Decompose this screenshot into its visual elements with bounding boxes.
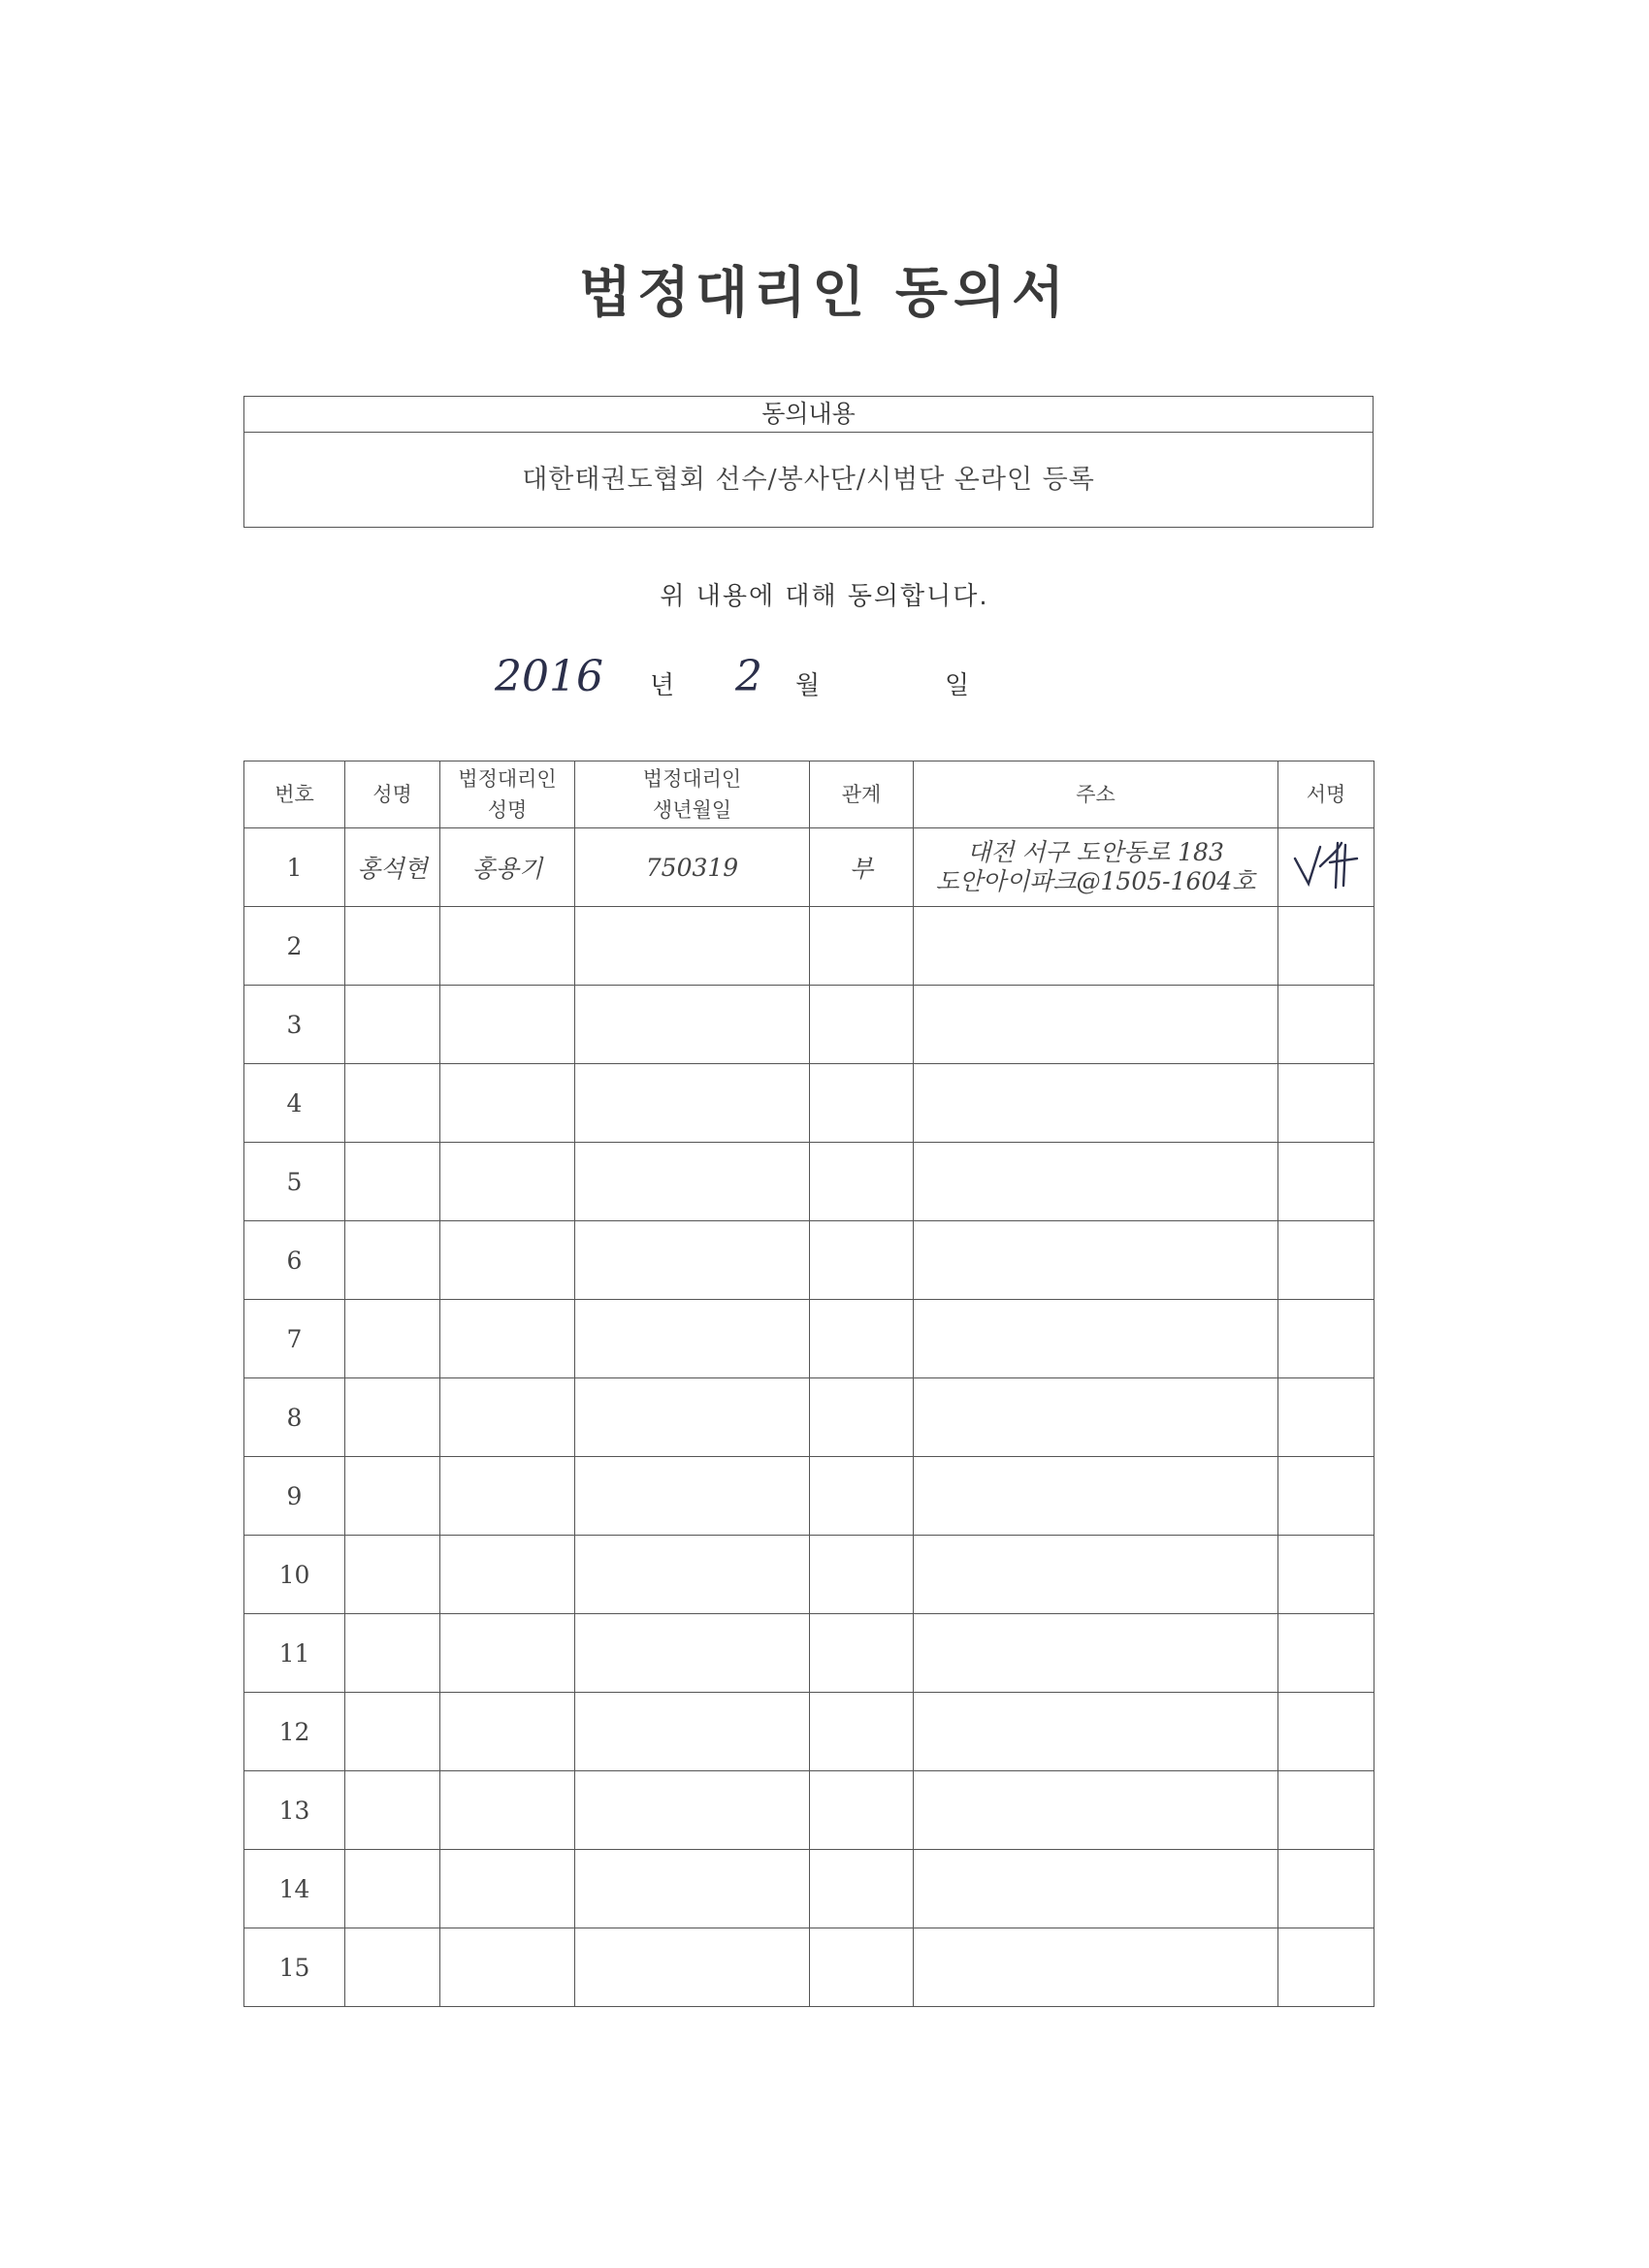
header-guardian-birth-line1: 법정대리인 — [642, 767, 742, 791]
row-guardian-birth[interactable] — [575, 1693, 810, 1771]
row-signature[interactable] — [1278, 986, 1374, 1064]
row-address[interactable] — [914, 907, 1278, 986]
table-row — [244, 986, 1374, 1064]
date-month-value[interactable]: 2 — [735, 652, 762, 701]
row-guardian-name[interactable] — [440, 1457, 575, 1536]
row-number: 15 — [244, 1928, 345, 2007]
row-signature[interactable] — [1278, 1536, 1374, 1614]
row-relation[interactable] — [810, 1928, 914, 2007]
header-number: 번호 — [244, 761, 345, 828]
header-address: 주소 — [914, 761, 1278, 828]
row-address-line2: 도안아이파크@1505-1604호 — [935, 867, 1256, 895]
row-signature[interactable] — [1278, 1064, 1374, 1143]
row-relation[interactable] — [810, 1850, 914, 1928]
row-name[interactable] — [345, 1614, 440, 1693]
table-row — [244, 1614, 1374, 1693]
row-signature[interactable] — [1278, 1221, 1374, 1300]
row-guardian-name[interactable] — [440, 1064, 575, 1143]
row-guardian-birth[interactable] — [575, 1928, 810, 2007]
row-signature[interactable] — [1278, 1378, 1374, 1457]
table-row — [244, 828, 1374, 907]
row-signature[interactable] — [1278, 828, 1374, 907]
table-row — [244, 1064, 1374, 1143]
row-guardian-name[interactable] — [440, 1693, 575, 1771]
date-row — [0, 652, 1649, 714]
header-relation: 관계 — [810, 761, 914, 828]
row-guardian-birth[interactable]: 750319 — [575, 828, 810, 907]
row-number: 14 — [244, 1850, 345, 1928]
row-number: 11 — [244, 1614, 345, 1693]
table-row — [244, 1928, 1374, 2007]
row-address[interactable] — [914, 1928, 1278, 2007]
row-number: 10 — [244, 1536, 345, 1614]
row-number: 7 — [244, 1300, 345, 1378]
agreement-box — [243, 396, 1374, 528]
row-name[interactable] — [345, 1693, 440, 1771]
row-guardian-birth[interactable] — [575, 1850, 810, 1928]
row-guardian-name[interactable] — [440, 986, 575, 1064]
row-address[interactable] — [914, 828, 1278, 907]
row-relation[interactable] — [810, 1614, 914, 1693]
row-relation[interactable] — [810, 1771, 914, 1850]
row-number: 5 — [244, 1143, 345, 1221]
table-row — [244, 1457, 1374, 1536]
row-relation[interactable] — [810, 1300, 914, 1378]
row-number: 6 — [244, 1221, 345, 1300]
row-guardian-birth[interactable] — [575, 907, 810, 986]
row-guardian-birth[interactable] — [575, 1378, 810, 1457]
row-guardian-name[interactable] — [440, 1378, 575, 1457]
row-name[interactable] — [345, 1850, 440, 1928]
document-title: 법정대리인 동의서 — [578, 262, 1071, 325]
row-guardian-name[interactable] — [440, 1850, 575, 1928]
header-guardian-name-line2: 성명 — [487, 798, 528, 822]
row-address[interactable] — [914, 1378, 1278, 1457]
row-signature[interactable] — [1278, 1693, 1374, 1771]
row-signature[interactable] — [1278, 1771, 1374, 1850]
row-guardian-name[interactable] — [440, 1221, 575, 1300]
row-name[interactable] — [345, 1143, 440, 1221]
row-address[interactable] — [914, 986, 1278, 1064]
row-address[interactable] — [914, 1693, 1278, 1771]
row-guardian-name[interactable] — [440, 1614, 575, 1693]
row-guardian-name[interactable] — [440, 1536, 575, 1614]
row-guardian-name[interactable] — [440, 1771, 575, 1850]
row-guardian-birth[interactable] — [575, 986, 810, 1064]
row-guardian-birth[interactable] — [575, 1614, 810, 1693]
row-address[interactable] — [914, 1300, 1278, 1378]
table-row — [244, 1850, 1374, 1928]
row-relation[interactable] — [810, 1693, 914, 1771]
row-relation[interactable] — [810, 907, 914, 986]
header-guardian-name-line1: 법정대리인 — [458, 767, 557, 791]
row-address[interactable] — [914, 1614, 1278, 1693]
row-guardian-birth[interactable] — [575, 1221, 810, 1300]
row-name[interactable] — [345, 1064, 440, 1143]
header-name: 성명 — [345, 761, 440, 828]
date-month-label: 월 — [795, 671, 821, 700]
row-guardian-name[interactable] — [440, 907, 575, 986]
table-row — [244, 907, 1374, 986]
date-day-label: 일 — [945, 671, 970, 700]
row-guardian-name[interactable]: 홍용기 — [440, 828, 575, 907]
row-signature[interactable] — [1278, 1457, 1374, 1536]
row-relation[interactable] — [810, 1536, 914, 1614]
row-name[interactable] — [345, 1928, 440, 2007]
row-name[interactable] — [345, 1378, 440, 1457]
table-row — [244, 1536, 1374, 1614]
row-relation[interactable]: 부 — [810, 828, 914, 907]
row-signature[interactable] — [1278, 1614, 1374, 1693]
row-name[interactable] — [345, 1221, 440, 1300]
signature-scribble — [1287, 837, 1365, 891]
row-address[interactable] — [914, 1221, 1278, 1300]
row-name[interactable] — [345, 907, 440, 986]
table-row — [244, 1693, 1374, 1771]
row-number: 12 — [244, 1693, 345, 1771]
row-guardian-birth[interactable] — [575, 1457, 810, 1536]
header-guardian-birth-line2: 생년월일 — [652, 798, 732, 822]
row-number: 13 — [244, 1771, 345, 1850]
date-year-label: 년 — [650, 671, 675, 700]
row-relation[interactable] — [810, 1143, 914, 1221]
row-address[interactable] — [914, 1850, 1278, 1928]
table-row — [244, 1143, 1374, 1221]
header-guardian-birth — [575, 761, 810, 828]
row-relation[interactable] — [810, 986, 914, 1064]
table-row — [244, 1300, 1374, 1378]
row-name[interactable] — [345, 986, 440, 1064]
row-signature[interactable] — [1278, 1143, 1374, 1221]
row-number: 1 — [244, 828, 345, 907]
row-guardian-birth[interactable] — [575, 1300, 810, 1378]
row-name[interactable] — [345, 1536, 440, 1614]
table-row — [244, 1378, 1374, 1457]
table-row — [244, 1771, 1374, 1850]
row-relation[interactable] — [810, 1457, 914, 1536]
header-guardian-name — [440, 761, 575, 828]
row-number: 8 — [244, 1378, 345, 1457]
row-signature[interactable] — [1278, 1300, 1374, 1378]
row-signature[interactable] — [1278, 907, 1374, 986]
agreement-statement: 위 내용에 대해 동의합니다. — [660, 582, 989, 611]
agreement-header: 동의내용 — [244, 397, 1373, 433]
row-address[interactable] — [914, 1771, 1278, 1850]
row-address[interactable] — [914, 1143, 1278, 1221]
row-address[interactable] — [914, 1457, 1278, 1536]
row-number: 4 — [244, 1064, 345, 1143]
header-signature: 서명 — [1278, 761, 1374, 828]
row-signature[interactable] — [1278, 1928, 1374, 2007]
row-relation[interactable] — [810, 1221, 914, 1300]
row-guardian-name[interactable] — [440, 1928, 575, 2007]
row-guardian-birth[interactable] — [575, 1771, 810, 1850]
row-address[interactable] — [914, 1064, 1278, 1143]
agreement-content: 대한태권도협회 선수/봉사단/시범단 온라인 등록 — [522, 465, 1095, 495]
row-name[interactable] — [345, 1457, 440, 1536]
row-relation[interactable] — [810, 1064, 914, 1143]
row-guardian-birth[interactable] — [575, 1536, 810, 1614]
row-relation[interactable] — [810, 1378, 914, 1457]
row-address-line1: 대전 서구 도안동로 183 — [967, 838, 1224, 866]
row-name[interactable] — [345, 1771, 440, 1850]
row-guardian-birth[interactable] — [575, 1143, 810, 1221]
table-header-row — [244, 761, 1374, 828]
row-name[interactable]: 홍석현 — [345, 828, 440, 907]
row-guardian-birth[interactable] — [575, 1064, 810, 1143]
row-name[interactable] — [345, 1300, 440, 1378]
row-guardian-name[interactable] — [440, 1143, 575, 1221]
registration-table — [243, 761, 1374, 2007]
date-year-value[interactable]: 2016 — [495, 652, 603, 701]
table-row — [244, 1221, 1374, 1300]
row-number: 3 — [244, 986, 345, 1064]
row-number: 9 — [244, 1457, 345, 1536]
row-number: 2 — [244, 907, 345, 986]
row-guardian-name[interactable] — [440, 1300, 575, 1378]
row-address[interactable] — [914, 1536, 1278, 1614]
row-signature[interactable] — [1278, 1850, 1374, 1928]
